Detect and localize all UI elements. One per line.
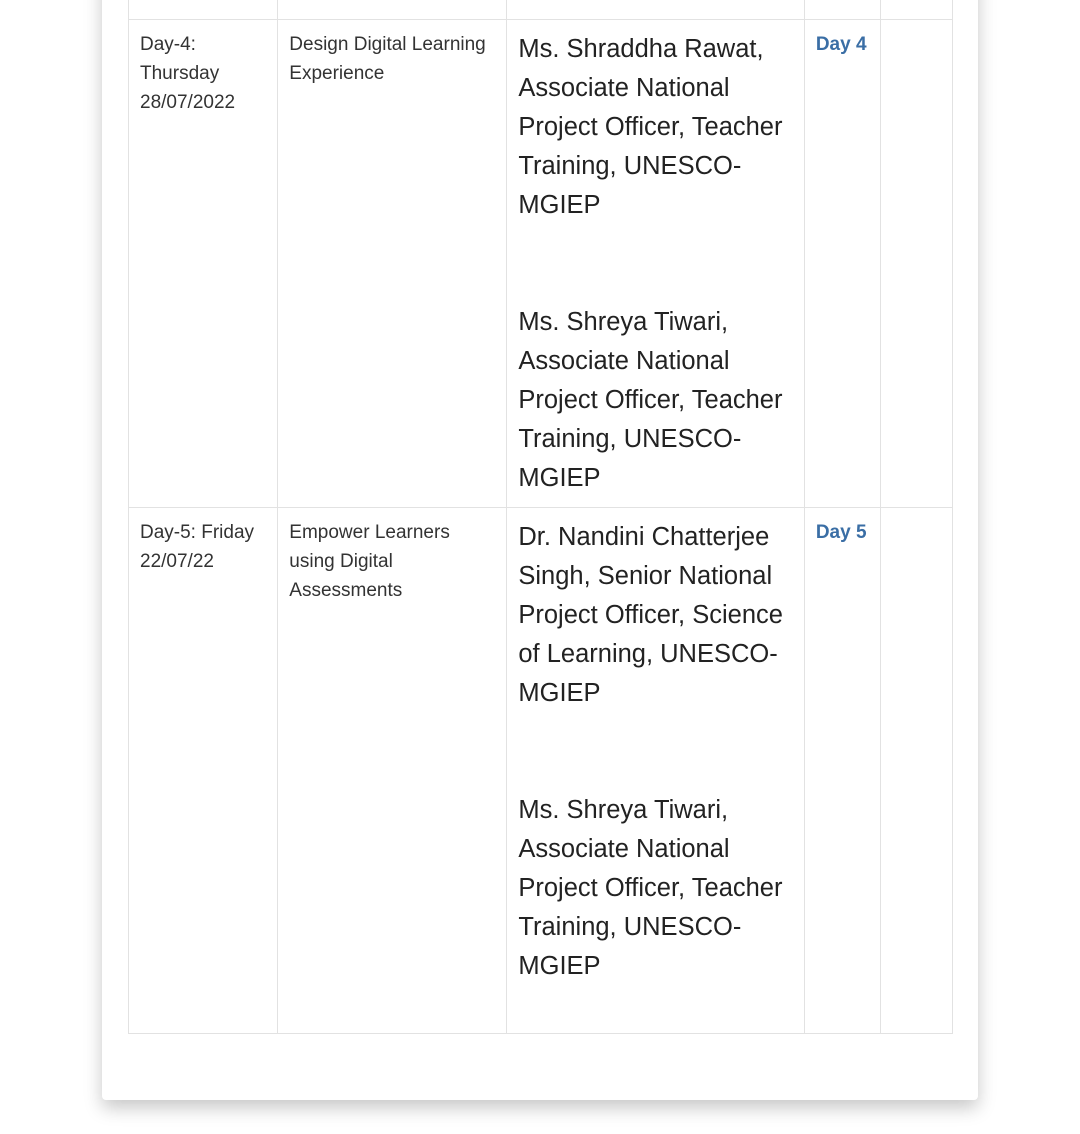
topic-cell: Empower Learners using Digital Assessments — [278, 508, 507, 1034]
table-row — [129, 20, 953, 508]
speaker: Ms. Shraddha Rawat, Associate National Project Officer, Teacher Training, UNESCO-MGIEP — [518, 35, 783, 219]
day-4-link[interactable]: Day 4 — [815, 34, 867, 55]
speakers-cell — [507, 508, 804, 1034]
schedule-table — [128, 0, 953, 1034]
table-row — [129, 0, 953, 20]
day-5-link[interactable]: Day 5 — [815, 522, 867, 543]
date-cell: Day-5: Friday 22/07/22 — [129, 508, 278, 1034]
table-row — [129, 508, 953, 1034]
empty-cell — [881, 508, 953, 1034]
link-cell — [804, 508, 880, 1034]
topic-cell: Design Digital Learning Experience — [278, 20, 507, 508]
link-cell — [804, 20, 880, 508]
speaker: Dr. Nandini Chatterjee Singh, Senior National Project Officer, Science of Learning, UNESCO-MGIEP — [518, 523, 783, 707]
date-cell: Day-4: Thursday 28/07/2022 — [129, 20, 278, 508]
speaker: Ms. Shreya Tiwari, Associate National Project Officer, Teacher Training, UNESCO-MGIEP — [518, 308, 783, 492]
speakers-cell — [507, 20, 804, 508]
speaker: Ms. Shreya Tiwari, Associate National Project Officer, Teacher Training, UNESCO-MGIEP — [518, 796, 783, 980]
empty-cell — [881, 20, 953, 508]
